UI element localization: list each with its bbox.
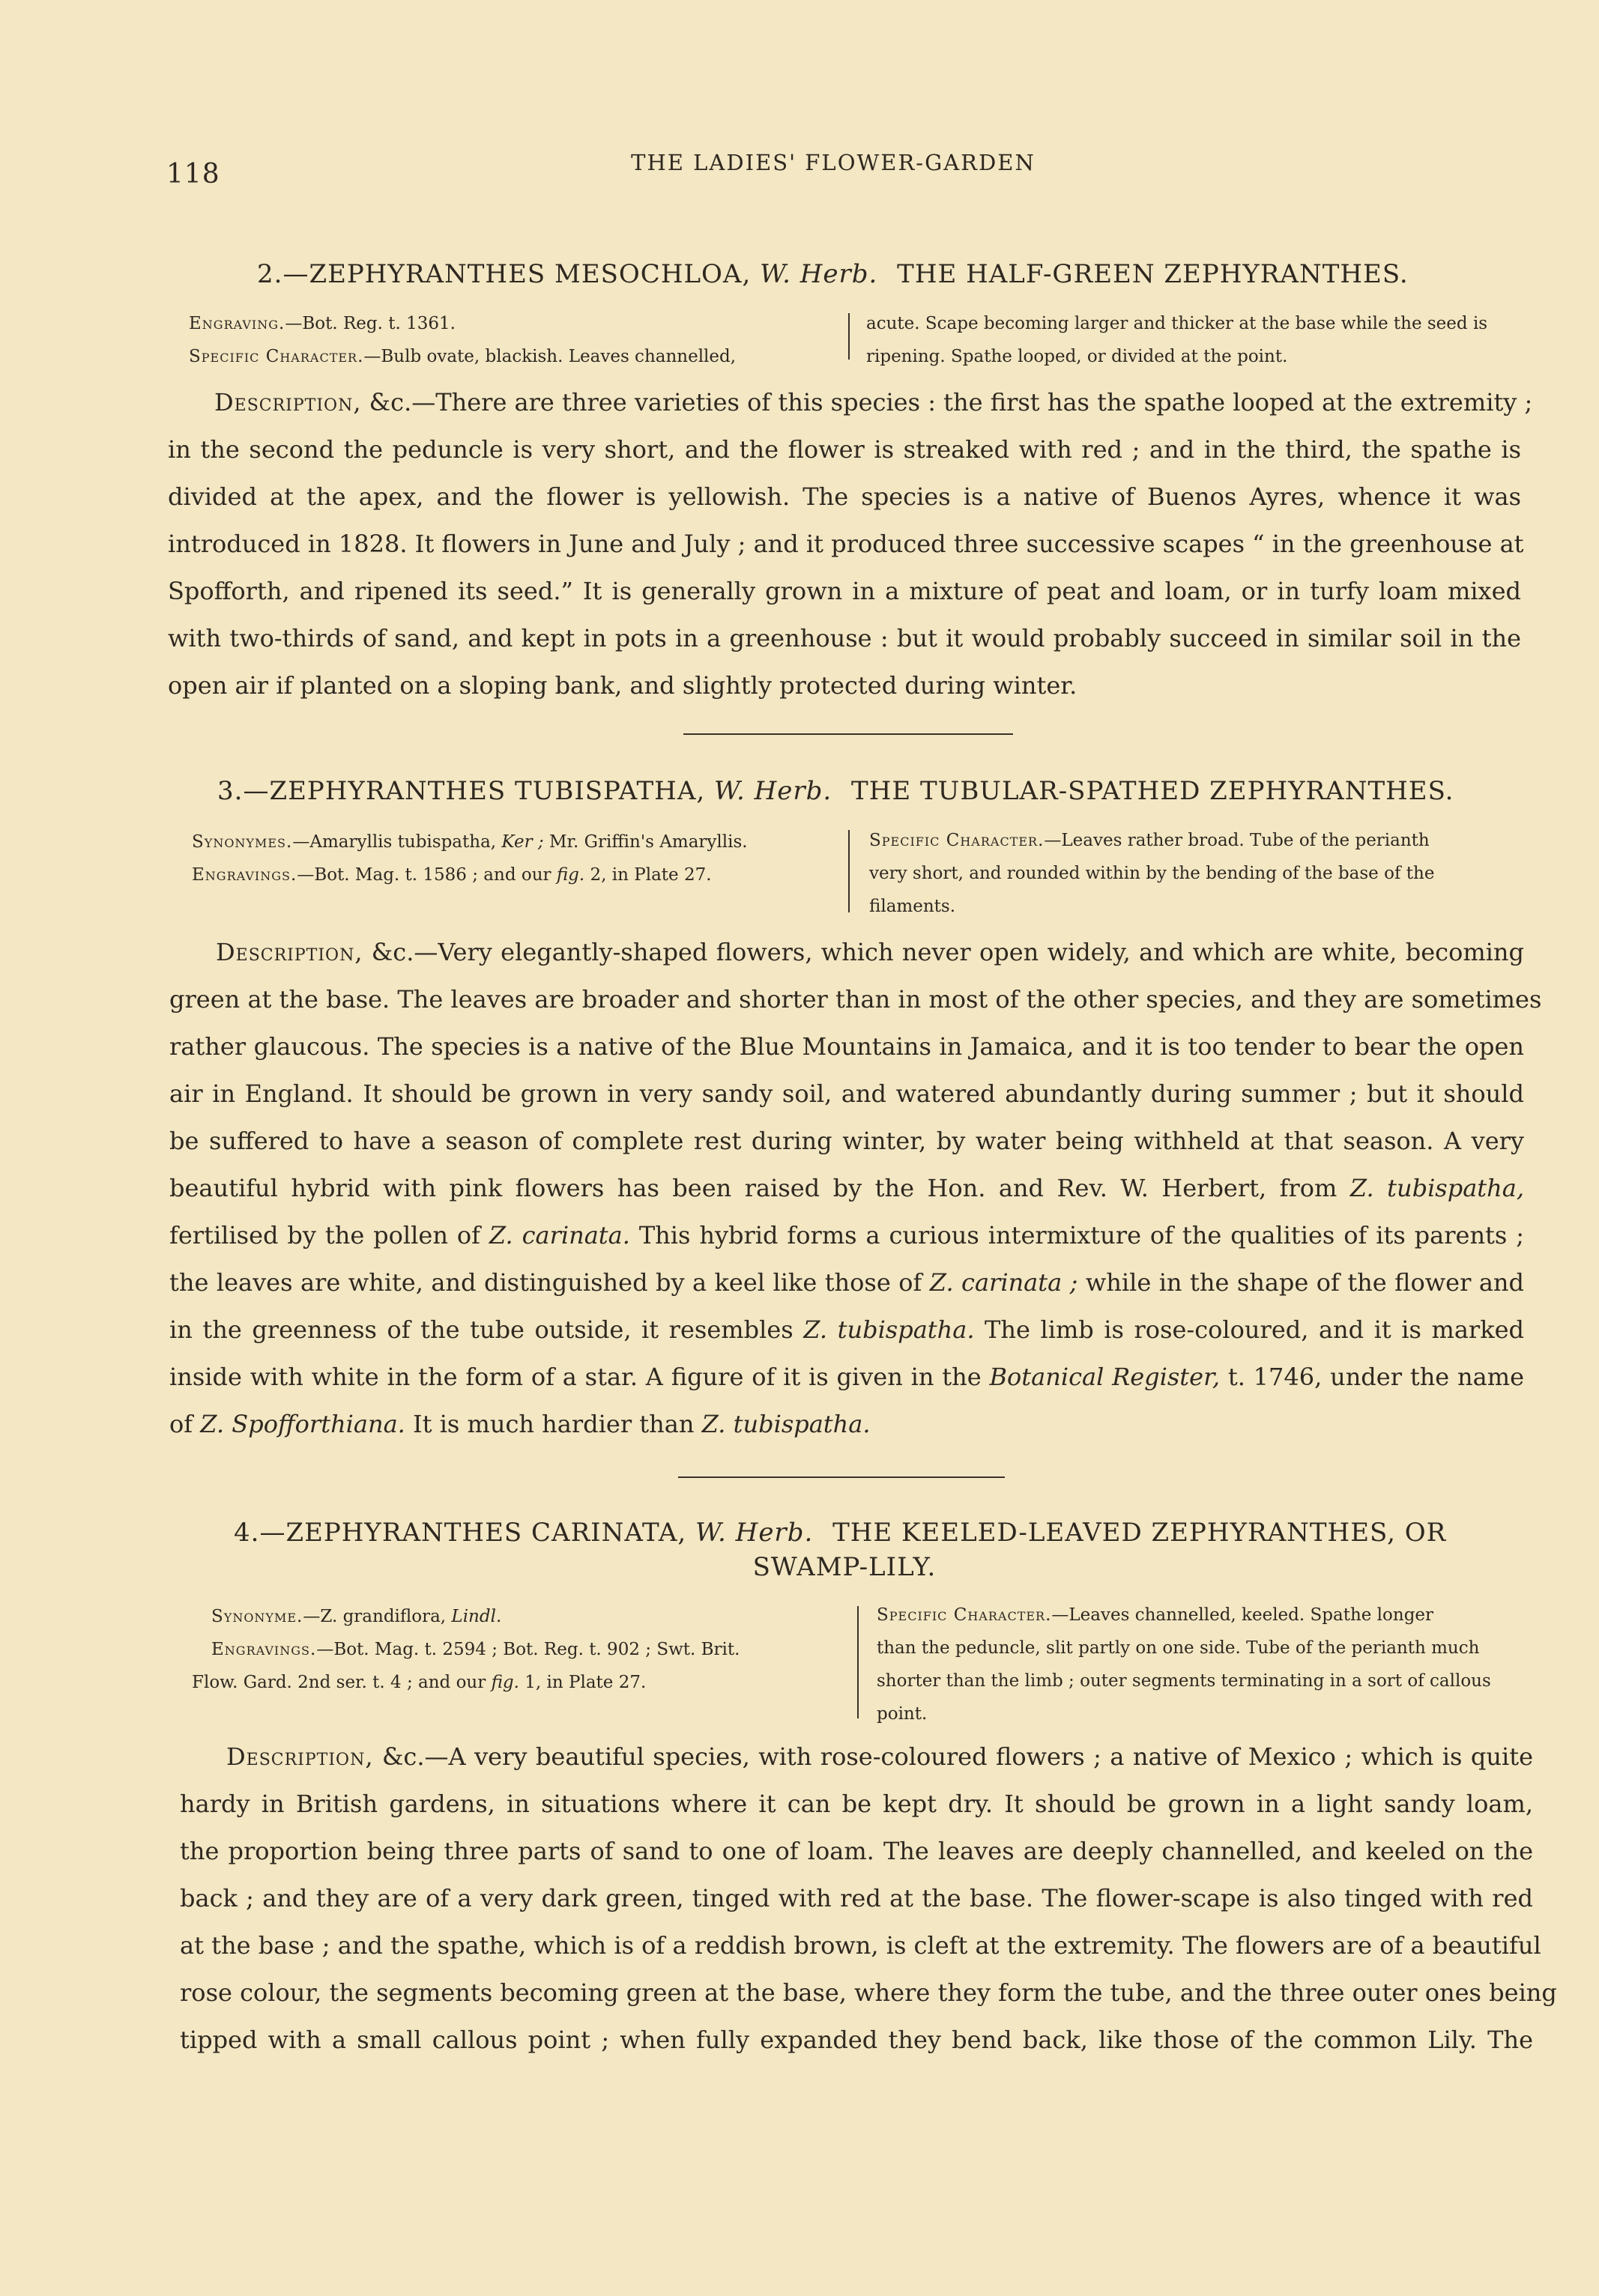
meta-right-line: acute. Scape becoming larger and thicker at the base while the seed is	[866, 314, 1488, 333]
description-text: This hybrid forms a curious intermixture of the qualities of its parents ;	[629, 1221, 1525, 1250]
section-2-meta-right	[866, 307, 1526, 373]
specific-character-label: Specific Character.	[189, 347, 364, 366]
synonymes-label: Synonymes.	[192, 832, 293, 852]
specific-character-text: —Leaves channelled, keeled. Spathe longer	[1051, 1605, 1434, 1625]
engravings-text: Flow. Gard. 2nd ser. t. 4 ; and our	[192, 1673, 486, 1692]
section-2-engraving	[189, 307, 736, 340]
description-line	[169, 1212, 1524, 1259]
section-3-meta-right	[869, 824, 1521, 923]
description-line	[168, 379, 1533, 426]
description-italic: Botanical Register,	[989, 1363, 1221, 1391]
engravings-text: —Bot. Mag. t. 2594 ; Bot. Reg. t. 902 ; Swt. Brit.	[316, 1640, 740, 1659]
section-4-title-name: 4.—ZEPHYRANTHES CARINATA,	[234, 1518, 687, 1548]
description-line: open air if planted on a sloping bank, and slightly protected during winter.	[168, 671, 1077, 700]
description-line: at the base ; and the spathe, which is of a reddish brown, is cleft at the extremity. The flowers are of a beautiful	[180, 1931, 1541, 1960]
synonyme-label: Synonyme.	[211, 1607, 303, 1626]
description-line: rather glaucous. The species is a native of the Blue Mountains in Jamaica, and it is too tender to bear the open	[169, 1032, 1524, 1061]
section-4-meta-divider	[857, 1606, 859, 1718]
section-3-meta-left	[192, 826, 748, 891]
description-line: the proportion being three parts of sand to one of loam. The leaves are deeply channelled, and keeled on the	[180, 1837, 1533, 1865]
description-line: Spofforth, and ripened its seed.” It is generally grown in a mixture of peat and loam, or in turfy loam mixed	[168, 577, 1521, 605]
description-text: of	[169, 1410, 201, 1438]
synonymes-authority: Ker ;	[501, 832, 544, 852]
section-4-meta-left	[192, 1600, 740, 1699]
description-line: air in England. It should be grown in very sandy soil, and watered abundantly during summer ; but it should	[169, 1079, 1524, 1108]
description-text: It is much hardier than	[405, 1410, 702, 1438]
section-2-title	[257, 259, 1409, 289]
description-line: rose colour, the segments becoming green at the base, where they form the tube, and the three outer ones being	[180, 1978, 1557, 2007]
description-italic: Z. tubispatha.	[803, 1315, 975, 1344]
section-4-description	[180, 1733, 1557, 2064]
description-line: hardy in British gardens, in situations where it can be kept dry. It should be grown in a light sandy loam,	[180, 1790, 1533, 1818]
meta-right-line: point.	[877, 1704, 928, 1724]
section-3-title-common: THE TUBULAR-SPATHED ZEPHYRANTHES.	[851, 776, 1454, 806]
description-text: while in the shape of the flower and	[1077, 1268, 1525, 1297]
description-line	[169, 1306, 1524, 1354]
section-4-engravings	[211, 1633, 740, 1666]
description-text: The limb is rose-coloured, and it is marked	[974, 1315, 1525, 1344]
section-3-meta-divider	[848, 830, 850, 912]
description-text: the leaves are white, and distinguished by a keel like those of	[169, 1268, 930, 1297]
description-italic: Z. carinata.	[489, 1221, 630, 1250]
page-number: 118	[166, 159, 220, 190]
description-label: Description,	[216, 938, 363, 966]
section-2-meta-divider	[848, 313, 850, 360]
section-2-title-name: 2.—ZEPHYRANTHES MESOCHLOA,	[257, 259, 752, 289]
engravings-label: Engravings.	[211, 1640, 317, 1659]
description-line: back ; and they are of a very dark green, tinged with red at the base. The flower-scape is also tinged with red	[180, 1884, 1533, 1912]
meta-right-line	[877, 1599, 1530, 1632]
description-line: with two-thirds of sand, and kept in pots in a greenhouse : but it would probably succeed in similar soil in the	[168, 624, 1521, 652]
section-2-title-common: THE HALF-GREEN ZEPHYRANTHES.	[897, 259, 1409, 289]
engravings-text: —Bot. Mag. t. 1586 ; and our	[297, 865, 551, 885]
section-4-title-common: THE KEELED-LEAVED ZEPHYRANTHES, OR	[832, 1518, 1447, 1548]
section-2-title-authority: W. Herb.	[760, 259, 878, 289]
specific-character-label: Specific Character.	[877, 1605, 1052, 1625]
meta-right-line: than the peduncle, slit partly on one side. Tube of the perianth much	[877, 1638, 1480, 1658]
meta-right-line	[869, 824, 1521, 857]
specific-character-text: —Bulb ovate, blackish. Leaves channelled,	[363, 347, 737, 366]
description-line	[169, 1259, 1524, 1306]
description-text: &c.—Very elegantly-shaped flowers, which never open widely, and which are white, becoming	[363, 938, 1524, 966]
description-line: introduced in 1828. It flowers in June and July ; and it produced three successive scapes “ in the greenhouse at	[168, 530, 1524, 558]
section-4-title	[234, 1518, 1446, 1548]
description-italic: Z. carinata ;	[929, 1268, 1078, 1297]
engravings-fig: fig.	[491, 1673, 519, 1692]
description-italic: Z. tubispatha,	[1349, 1174, 1525, 1202]
section-2-description	[168, 379, 1533, 709]
section-4-meta-right	[877, 1599, 1530, 1730]
description-text: fertilised by the pollen of	[169, 1221, 489, 1250]
section-divider	[678, 1476, 1005, 1478]
description-label: Description,	[214, 388, 362, 417]
description-italic: Z. tubispatha.	[701, 1410, 871, 1438]
description-line: be suffered to have a season of complete rest during winter, by water being withheld at that season. A very	[169, 1127, 1524, 1155]
description-text: in the greenness of the tube outside, it resembles	[169, 1315, 804, 1344]
description-text: t. 1746, under the name	[1220, 1363, 1525, 1391]
section-4-title-continued: SWAMP-LILY.	[752, 1552, 937, 1582]
description-italic: Z. Spofforthiana.	[200, 1410, 405, 1438]
description-text: inside with white in the form of a star. A figure of it is given in the	[169, 1363, 990, 1391]
description-line	[180, 1733, 1533, 1781]
engraving-label: Engraving.	[189, 314, 285, 333]
synonyme-authority: Lindl.	[451, 1607, 502, 1626]
running-title: THE LADIES' FLOWER-GARDEN	[631, 150, 1036, 175]
section-3-engravings	[192, 858, 748, 891]
description-line	[169, 1165, 1524, 1212]
description-text: &c.—A very beautiful species, with rose-coloured flowers ; a native of Mexico ; which is quite	[373, 1742, 1533, 1771]
section-3-synonymes	[192, 826, 748, 858]
description-label: Description,	[226, 1742, 374, 1771]
specific-character-label: Specific Character.	[869, 831, 1045, 850]
section-3-title-authority: W. Herb.	[714, 776, 832, 806]
description-line	[169, 1354, 1524, 1401]
engravings-label: Engravings.	[192, 865, 297, 885]
meta-right-line: shorter than the limb ; outer segments terminating in a sort of callous	[877, 1671, 1491, 1691]
description-line: green at the base. The leaves are broader and shorter than in most of the other species, and they are sometimes	[169, 985, 1542, 1014]
engravings-text: 1, in Plate 27.	[525, 1673, 647, 1692]
section-2-specific-character	[189, 340, 736, 373]
synonymes-text: Mr. Griffin's Amaryllis.	[548, 832, 748, 852]
meta-right-line: filaments.	[869, 897, 955, 916]
synonyme-text: —Z. grandiflora,	[303, 1607, 447, 1626]
description-text: &c.—There are three varieties of this species : the first has the spathe looped at the extremity ;	[361, 388, 1533, 417]
description-line	[169, 1401, 1524, 1448]
engravings-fig: fig.	[556, 865, 585, 885]
section-3-title	[217, 776, 1454, 806]
engravings-text: 2, in Plate 27.	[590, 865, 712, 885]
section-3-description	[169, 929, 1542, 1448]
section-4-title-authority: W. Herb.	[695, 1518, 814, 1548]
section-4-synonyme	[211, 1600, 740, 1633]
section-divider	[683, 733, 1013, 735]
section-3-title-name: 3.—ZEPHYRANTHES TUBISPATHA,	[217, 776, 706, 806]
engraving-text: —Bot. Reg. t. 1361.	[285, 314, 456, 333]
description-line: tipped with a small callous point ; when fully expanded they bend back, like those of the common Lily. The	[180, 2026, 1533, 2054]
meta-right-line: very short, and rounded within by the bending of the base of the	[869, 864, 1435, 883]
description-line: divided at the apex, and the flower is yellowish. The species is a native of Buenos Ayres, whence it was	[168, 482, 1521, 511]
synonymes-text: —Amaryllis tubispatha,	[292, 832, 497, 852]
description-line: in the second the peduncle is very short, and the flower is streaked with red ; and in the third, the spathe is	[168, 435, 1521, 464]
section-4-engravings-cont	[192, 1666, 740, 1699]
section-2-meta-left	[189, 307, 736, 373]
description-line	[169, 929, 1524, 976]
specific-character-text: —Leaves rather broad. Tube of the perianth	[1044, 831, 1430, 850]
meta-right-line: ripening. Spathe looped, or divided at the point.	[866, 347, 1288, 366]
description-text: beautiful hybrid with pink flowers has been raised by the Hon. and Rev. W. Herbert, from	[169, 1174, 1350, 1202]
